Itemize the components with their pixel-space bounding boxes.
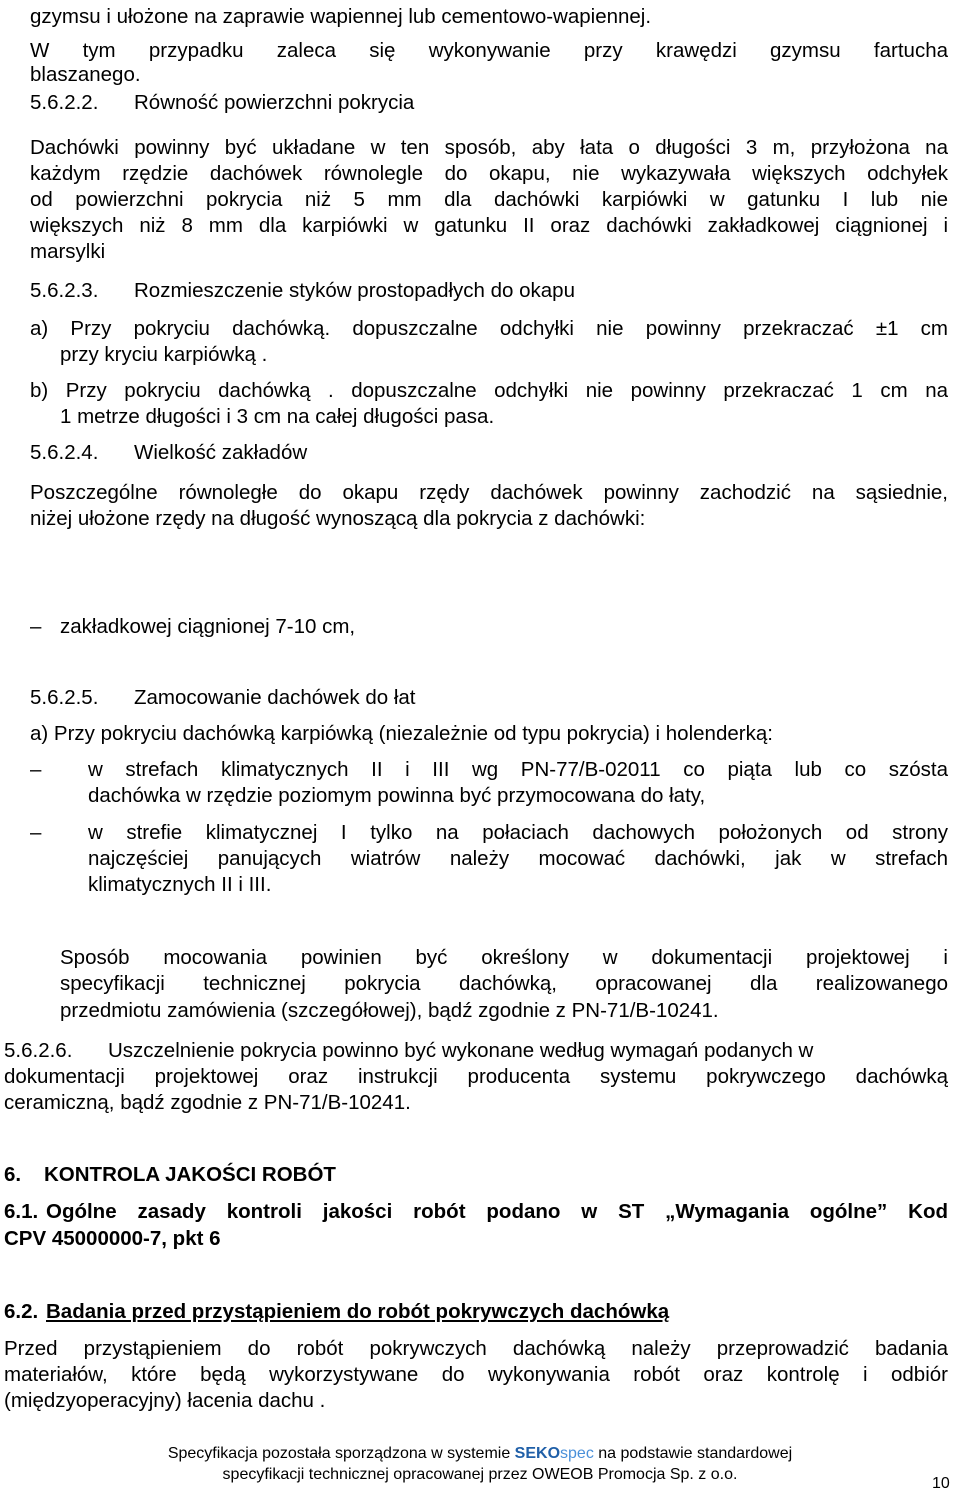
paragraph-line: większych niż 8 mm dla karpiówki w gatunku II oraz dachówki zakładkowej ciągnionej i [30, 214, 948, 237]
list-dash: – [30, 758, 42, 781]
paragraph-line: każdym rzędzie dachówek równolegle do okapu, nie wykazywała większych odchyłek [30, 162, 948, 185]
text-line: gzymsu i ułożone na zaprawie wapiennej lub cementowo-wapiennej. [30, 5, 652, 28]
list-item-line: klimatycznych II i III. [88, 873, 272, 896]
list-item-line: a) Przy pokryciu dachówką. dopuszczalne odchyłki nie powinny przekraczać ±1 cm [30, 317, 948, 340]
text-line: blaszanego. [30, 63, 141, 86]
paragraph-line: specyfikacji technicznej pokrycia dachówką, opracowanej dla realizowanego [60, 972, 948, 995]
section-heading-5-6-2-4 [30, 440, 960, 466]
list-item-line: b) Przy pokryciu dachówką . dopuszczalne odchyłki nie powinny przekraczać 1 cm na [30, 379, 948, 402]
footer-brand-spec: spec [560, 1445, 594, 1462]
text-line: W tym przypadku zaleca się wykonywanie przy krawędzi gzymsu fartucha [30, 39, 948, 62]
list-item-line: w strefie klimatycznej I tylko na połaciach dachowych położonych od strony [88, 821, 948, 844]
chapter-heading-6 [4, 1162, 960, 1188]
chapter-number: 6. [4, 1163, 22, 1186]
footer-line-1 [0, 1444, 960, 1463]
section-number: 5.6.2.2. [30, 91, 99, 114]
paragraph-line: Dachówki powinny być układane w ten sposób, aby łata o długości 3 m, przyłożona na [30, 136, 948, 159]
paragraph-line: dokumentacji projektowej oraz instrukcji producenta systemu pokrywczego dachówką [4, 1065, 948, 1088]
list-dash: – [30, 615, 42, 638]
paragraph-line: Poszczególne równoległe do okapu rzędy dachówek powinny zachodzić na sąsiednie, [30, 481, 948, 504]
subsection-heading-6-1 [4, 1199, 948, 1225]
section-number: 5.6.2.4. [30, 441, 99, 464]
footer-text: na podstawie standardowej [593, 1445, 793, 1462]
section-heading-5-6-2-6 [4, 1038, 960, 1064]
list-item-line: a) Przy pokryciu dachówką karpiówką (niezależnie od typu pokrycia) i holenderką: [30, 722, 773, 745]
page-number: 10 [932, 1475, 950, 1492]
section-title: Równość powierzchni pokrycia [134, 91, 415, 114]
subsection-heading-line: CPV 45000000-7, pkt 6 [4, 1227, 221, 1250]
list-item-line: 1 metrze długości i 3 cm na całej długości pasa. [60, 405, 495, 428]
paragraph-line: przedmiotu zamówienia (szczegółowej), bądź zgodnie z PN-71/B-10241. [60, 999, 719, 1022]
list-item-line: najczęściej panujących wiatrów należy mocować dachówki, jak w strefach [88, 847, 948, 870]
list-item-line: w strefach klimatycznych II i III wg PN-77/B-02011 co piąta lub co szósta [88, 758, 948, 781]
section-heading-5-6-2-5 [30, 685, 960, 711]
footer-line-2: specyfikacji technicznej opracowanej przez OWEOB Promocja Sp. z o.o. [222, 1466, 738, 1483]
paragraph-line: Przed przystąpieniem do robót pokrywczych dachówką należy przeprowadzić badania [4, 1337, 948, 1360]
section-title: Wielkość zakładów [134, 441, 308, 464]
paragraph-line: Sposób mocowania powinien być określony w dokumentacji projektowej i [60, 946, 948, 969]
paragraph-line: ceramiczną, bądź zgodnie z PN-71/B-10241. [4, 1091, 411, 1114]
list-dash: – [30, 821, 42, 844]
paragraph-line: od powierzchni pokrycia niż 5 mm dla dachówki karpiówki w gatunku I lub nie [30, 188, 948, 211]
subsection-number: 6.1. [4, 1200, 39, 1223]
footer-text: Specyfikacja pozostała sporządzona w systemie [167, 1445, 515, 1462]
subsection-title: Badania przed przystąpieniem do robót pokrywczych dachówką [46, 1300, 670, 1323]
paragraph-line: niżej ułożone rzędy na długość wynoszącą dla pokrycia z dachówki: [30, 507, 646, 530]
section-number: 5.6.2.6. [4, 1039, 73, 1062]
subsection-number: 6.2. [4, 1300, 39, 1323]
footer-brand-seko: SEKO [514, 1445, 561, 1462]
subsection-title: Ogólne zasady kontroli jakości robót podano w ST „Wymagania ogólne” Kod [46, 1200, 948, 1223]
section-number: 5.6.2.3. [30, 279, 99, 302]
list-item-line: dachówka w rzędzie poziomym powinna być przymocowana do łaty, [88, 784, 706, 807]
section-title: Zamocowanie dachówek do łat [134, 686, 416, 709]
subsection-heading-6-2 [4, 1299, 960, 1325]
list-item: zakładkowej ciągnionej 7-10 cm, [60, 615, 356, 638]
section-number: 5.6.2.5. [30, 686, 99, 709]
paragraph-line: (międzyoperacyjny) łacenia dachu . [4, 1389, 326, 1412]
section-text: Uszczelnienie pokrycia powinno być wykonane według wymagań podanych w [108, 1039, 814, 1062]
section-heading-5-6-2-3 [30, 278, 960, 304]
paragraph-line: marsylki [30, 240, 106, 263]
section-heading-5-6-2-2 [30, 90, 960, 116]
list-item-line: przy kryciu karpiówką . [60, 343, 268, 366]
paragraph-line: materiałów, które będą wykorzystywane do wykonywania robót oraz kontrolę i odbiór [4, 1363, 948, 1386]
section-title: Rozmieszczenie styków prostopadłych do okapu [134, 279, 575, 302]
chapter-title: KONTROLA JAKOŚCI ROBÓT [44, 1163, 336, 1186]
